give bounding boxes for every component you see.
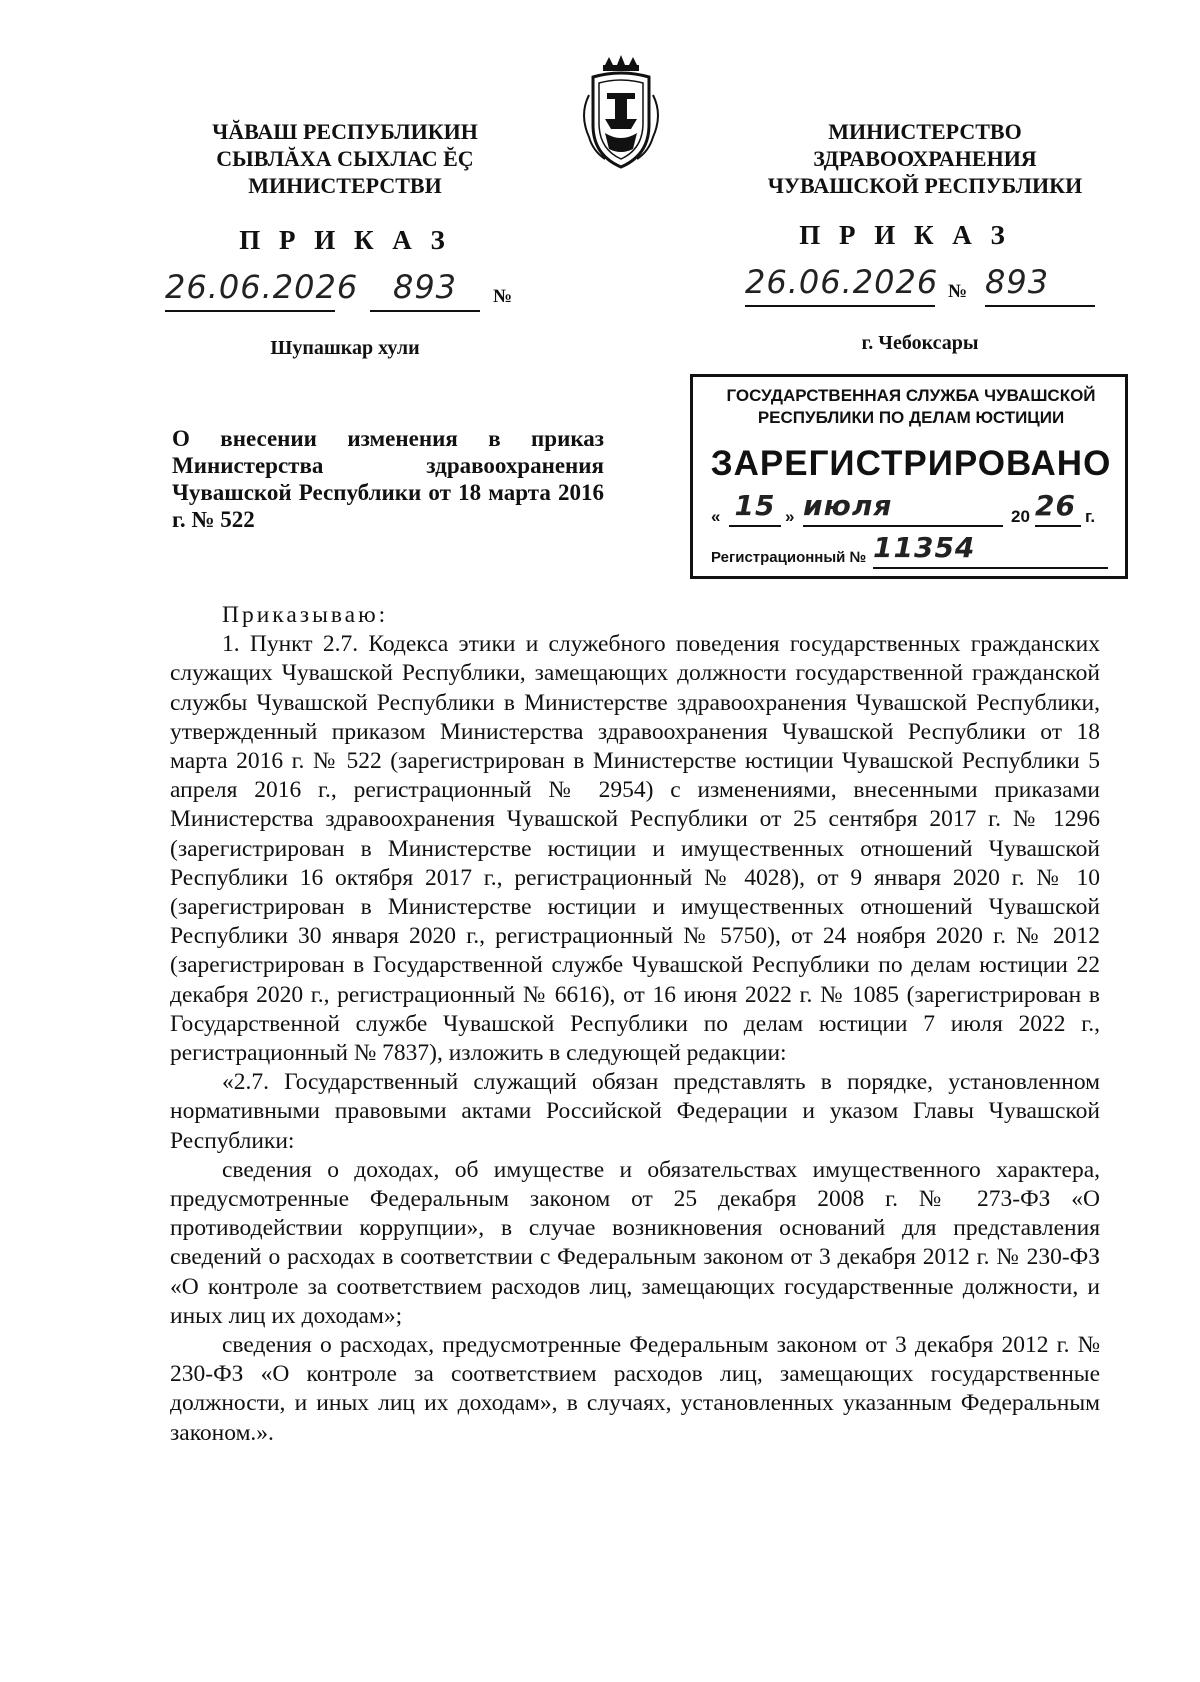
order-word: Приказываю: xyxy=(222,602,389,628)
org-name-russian xyxy=(740,118,1110,199)
paragraph-4: сведения о расходах, предусмотренные Федеральным законом от 3 декабря 2012 г. № 230-ФЗ «О контроле за соответствием расходов лиц, замещающих государственные должности, и иных лиц их доходам», в случаях, установленных указанным Федеральным законом.». xyxy=(170,1332,1100,1446)
org-line: СЫВЛĂХА СЫХЛАС ĔÇ xyxy=(216,146,474,171)
org-line: МИНИСТЕРСТВО xyxy=(828,119,1022,144)
document-subject: О внесении изменения в приказ Министерства здравоохранения Чувашской Республики от 18 марта 2016 г. № 522 xyxy=(172,426,604,532)
stamp-year-suffix: 26 xyxy=(1035,489,1081,527)
doc-title-right: П Р И К А З xyxy=(799,220,1011,250)
stamp-date-row xyxy=(711,489,1116,531)
city-chuvash: Шупашкар хули xyxy=(270,337,420,359)
handwritten-number: 893 xyxy=(985,263,1095,307)
stamp-status: ЗАРЕГИСТРИРОВАНО xyxy=(710,444,1112,483)
stamp-heading-line: РЕСПУБЛИКИ ПО ДЕЛАМ ЮСТИЦИИ xyxy=(757,408,1065,427)
handwritten-number: 893 xyxy=(370,268,480,312)
quote-mark: » xyxy=(785,507,795,526)
stamp-reg-number: 11354 xyxy=(873,531,1108,569)
org-line: ЧĂВАШ РЕСПУБЛИКИН xyxy=(212,119,478,144)
stamp-reg-row xyxy=(711,531,1116,571)
stamp-heading-line: ГОСУДАРСТВЕННАЯ СЛУЖБА ЧУВАШСКОЙ xyxy=(726,386,1096,405)
right-date-number xyxy=(745,263,1105,309)
emblem-icon xyxy=(575,55,667,175)
paragraph-3: сведения о доходах, об имуществе и обязательствах имущественного характера, предусмотренные Федеральным законом от 25 декабря 2008 г. № 273-ФЗ «О противодействии коррупции», в случае возникновения оснований для представления сведений о расходах в соответствии с Федеральным законом от 3 декабря 2012 г. № 230-ФЗ «О контроле за соответствием расходов лиц, замещающих государственные должности, и иных лиц их доходам»; xyxy=(170,1156,1100,1329)
org-line: ЧУВАШСКОЙ РЕСПУБЛИКИ xyxy=(767,173,1083,198)
stamp-year-prefix: 20 xyxy=(1011,507,1030,526)
handwritten-date: 26.06.2026 xyxy=(745,263,935,307)
handwritten-date: 26.06.2026 xyxy=(165,268,335,312)
stamp-reg-label: Регистрационный № xyxy=(711,549,867,566)
paragraph-1: 1. Пункт 2.7. Кодекса этики и служебного поведения государственных гражданских служащих Чувашской Республики, замещающих должности государственной гражданской службы Чувашской Республики в Министерстве здравоохранения Чувашской Республики, утвержденный приказом Министерства здравоохранения Чувашской Республики от 18 марта 2016 г. № 522 (зарегистрирован в Министерстве юстиции Чувашской Республики 5 апреля 2016 г., регистрационный № 2954) с изменениями, внесенными приказами Министерства здравоохранения Чувашской Республики от 25 сентября 2017 г. № 1296 (зарегистрирован в Министерстве юстиции и имущественных отношений Чувашской Республики 16 октября 2017 г., регистрационный № 4028), от 9 января 2020 г. № 10 (зарегистрирован в Министерстве юстиции и имущественных отношений Чувашской Республики 30 января 2020 г., регистрационный № 5750), от 24 ноября 2020 г. № 2012 (зарегистрирован в Государственной службе Чувашской Республики по делам юстиции 22 декабря 2020 г., регистрационный № 6616), от 16 июня 2022 г. № 1085 (зарегистрирован в Государственной службе Чувашской Республики по делам юстиции 7 июля 2022 г., регистрационный № 7837), изложить в следующей редакции: xyxy=(170,631,1100,1067)
stamp-heading xyxy=(701,385,1121,429)
number-sign: № xyxy=(948,281,968,302)
org-line: ЗДРАВООХРАНЕНИЯ xyxy=(813,146,1037,171)
stamp-month: июля xyxy=(803,489,1003,527)
paragraph-2: «2.7. Государственный служащий обязан представлять в порядке, установленном нормативными правовыми актами Российской Федерации и указом Главы Чувашской Республики: xyxy=(170,1069,1100,1154)
org-line: МИНИСТЕРСТВИ xyxy=(248,173,442,198)
registration-stamp xyxy=(690,374,1128,579)
number-sign: № xyxy=(493,286,513,307)
left-date-number xyxy=(165,268,525,314)
stamp-year-unit: г. xyxy=(1085,507,1096,526)
stamp-day: 15 xyxy=(729,489,781,527)
doc-title-left: П Р И К А З xyxy=(239,225,451,255)
city-russian: г. Чебоксары xyxy=(861,332,979,354)
document-body xyxy=(170,601,1100,1448)
quote-mark: « xyxy=(711,507,721,526)
org-name-chuvash xyxy=(170,118,520,199)
